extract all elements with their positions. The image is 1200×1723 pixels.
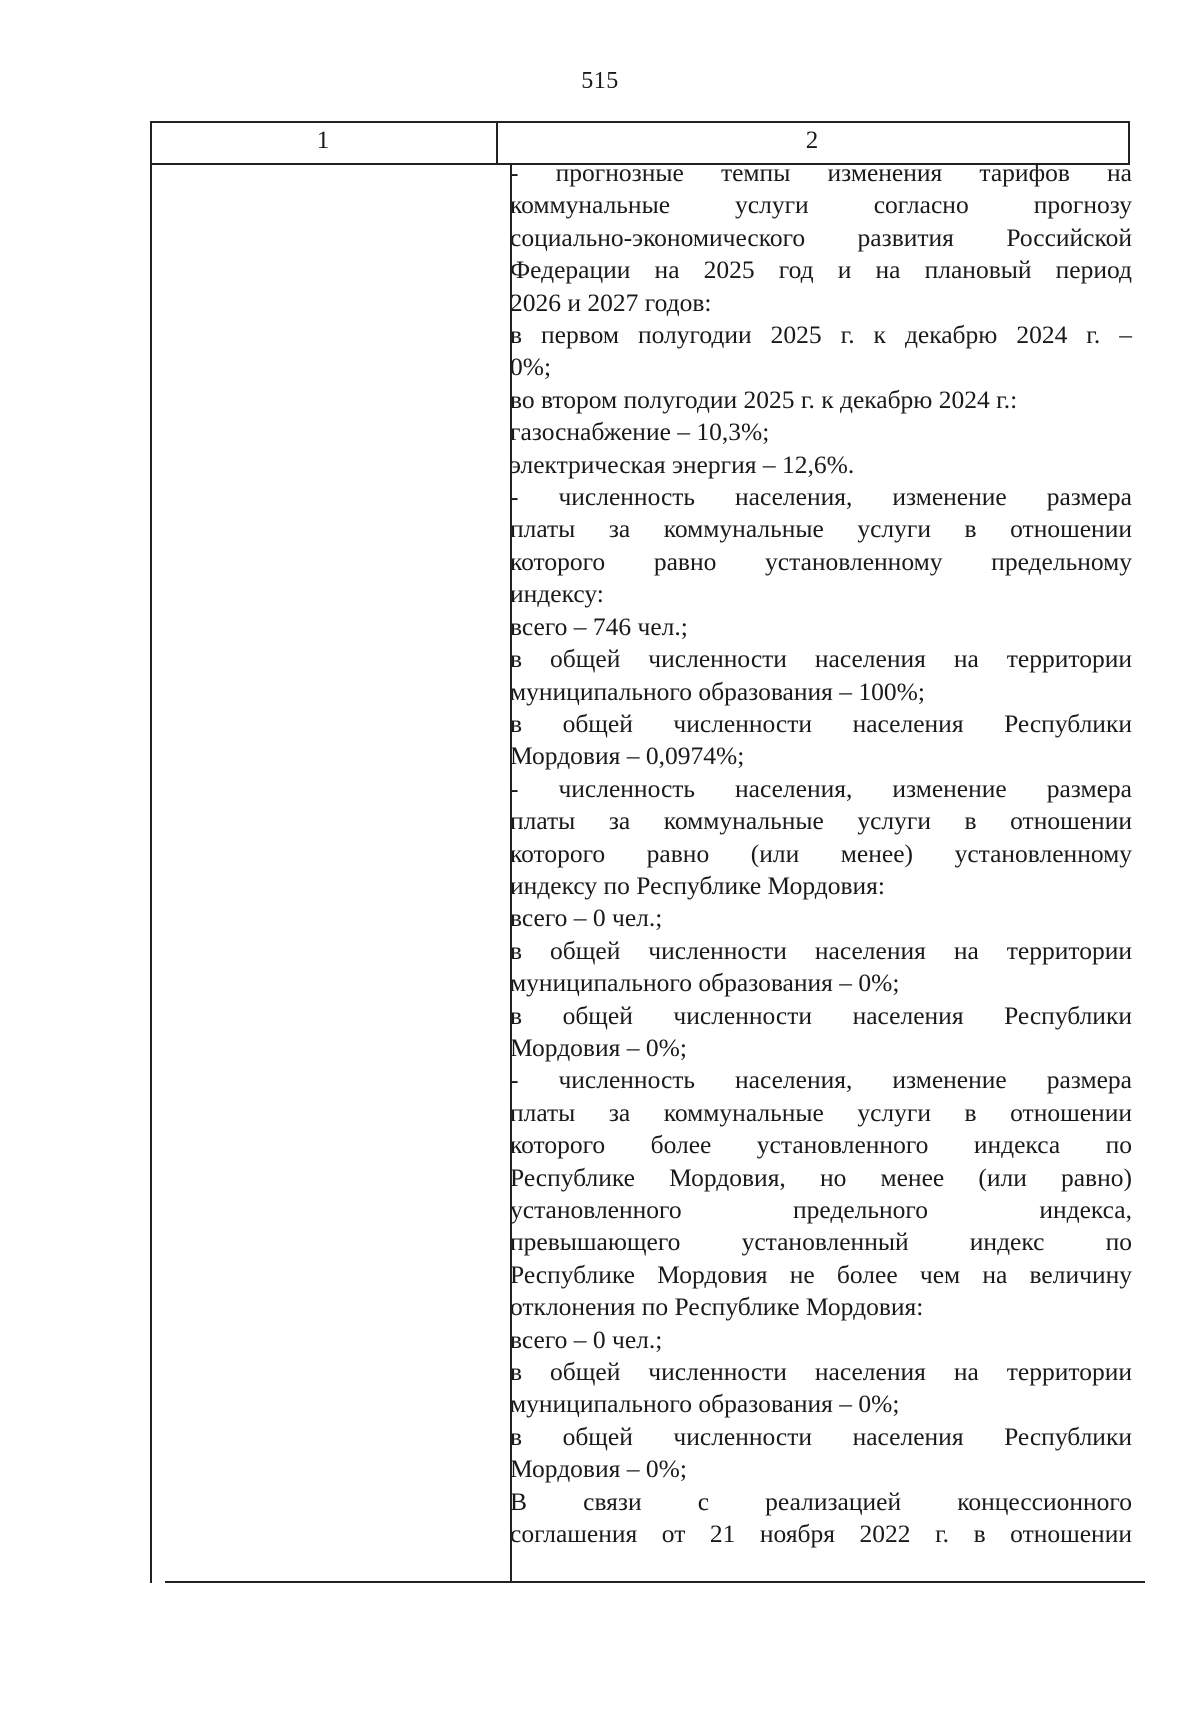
text-line: Мордовия – 0,0974%;: [510, 741, 745, 771]
text-line: социально-экономического развития Российской: [510, 222, 1132, 252]
text-line: всего – 0 чел.;: [510, 1324, 663, 1354]
text-line: установленного предельного индекса,: [510, 1195, 1132, 1224]
text-line: В связи с реализацией концессионного: [510, 1486, 1132, 1516]
table-top-border: [150, 121, 1130, 123]
text-line: Республике Мордовия не более чем на величину: [510, 1259, 1132, 1289]
text-line: 0%;: [510, 352, 552, 382]
text-line: в общей численности населения на территории: [510, 644, 1132, 674]
table-bottom-border: [165, 1581, 1145, 1583]
text-line: в общей численности населения Республики: [510, 1421, 1132, 1451]
text-line: платы за коммунальные услуги в отношении: [510, 514, 1132, 544]
text-line: в общей численности населения Республики: [510, 1000, 1132, 1030]
text-line: муниципального образования – 0%;: [510, 1389, 900, 1419]
text-line: 2026 и 2027 годов:: [510, 287, 712, 317]
text-line: в общей численности населения на территории: [510, 1357, 1132, 1387]
column-header-1: 1: [316, 127, 330, 154]
text-line: - численность населения, изменение размера: [510, 773, 1132, 803]
text-line: индексу по Республике Мордовия:: [510, 870, 885, 900]
text-line: электрическая энергия – 12,6%.: [510, 449, 855, 479]
text-line: - численность населения, изменение размера: [510, 482, 1132, 512]
text-line: во втором полугодии 2025 г. к декабрю 2024 г.:: [510, 384, 1018, 414]
text-line: платы за коммунальные услуги в отношении: [510, 806, 1132, 836]
table-left-border: [150, 121, 152, 1583]
text-line: в общей численности населения Республики: [510, 708, 1132, 738]
text-line: Мордовия – 0%;: [510, 1454, 687, 1484]
text-line: индексу:: [510, 579, 604, 609]
column-header-2: 2: [805, 127, 819, 154]
text-line: соглашения от 21 ноября 2022 г. в отношении: [510, 1519, 1132, 1549]
text-line: превышающего установленный индекс по: [510, 1227, 1132, 1257]
text-line: которого равно (или менее) установленному: [510, 838, 1132, 868]
page-number: 515: [581, 68, 619, 94]
text-line: платы за коммунальные услуги в отношении: [510, 1097, 1132, 1127]
text-line: муниципального образования – 0%;: [510, 968, 900, 998]
text-line: муниципального образования – 100%;: [510, 676, 925, 706]
text-line: коммунальные услуги согласно прогнозу: [510, 190, 1132, 220]
text-line: всего – 0 чел.;: [510, 903, 663, 933]
text-line: - прогнозные темпы изменения тарифов на: [510, 158, 1132, 187]
column-2-text: [510, 157, 1132, 1550]
text-line: Мордовия – 0%;: [510, 1032, 687, 1062]
text-line: Федерации на 2025 год и на плановый период: [510, 255, 1132, 285]
text-line: - численность населения, изменение размера: [510, 1065, 1132, 1095]
text-line: Республике Мордовия, но менее (или равно): [510, 1162, 1132, 1192]
text-line: которого более установленного индекса по: [510, 1130, 1132, 1160]
text-line: в общей численности населения на территории: [510, 935, 1132, 965]
text-line: отклонения по Республике Мордовия:: [510, 1292, 924, 1322]
text-line: газоснабжение – 10,3%;: [510, 417, 770, 447]
text-line: которого равно установленному предельному: [510, 546, 1132, 576]
text-line: в первом полугодии 2025 г. к декабрю 2024 г. –: [510, 320, 1132, 350]
text-line: всего – 746 чел.;: [510, 611, 688, 641]
